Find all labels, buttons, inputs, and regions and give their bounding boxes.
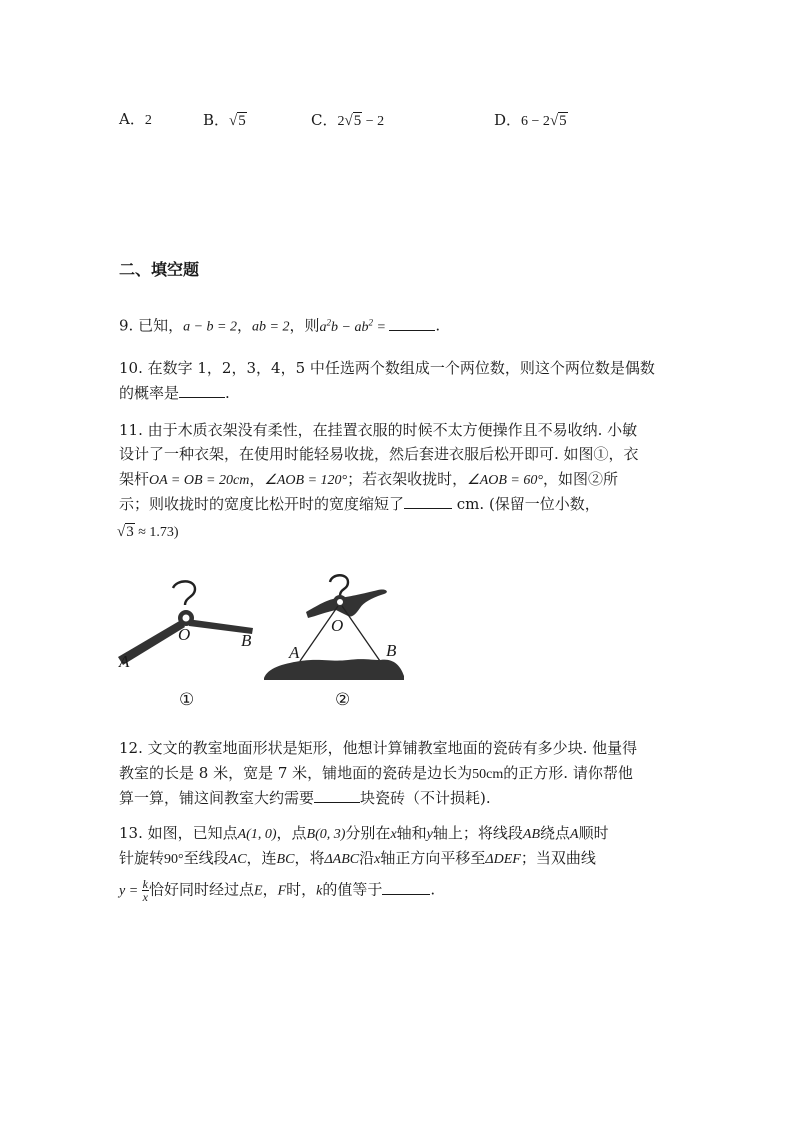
q9-math-1: a − b = 2 <box>183 319 238 335</box>
question-11-line-4: 示；则收拢时的宽度比松开时的宽度缩短了 cm. (保留一位小数， <box>119 495 600 513</box>
question-12-line-2: 教室的长是 8 米，宽是 7 米，铺地面的瓷砖是边长为50cm的正方形. 请你帮他 <box>119 764 633 782</box>
question-11-line-1: 11. 由于木质衣架没有柔性，在挂置衣服的时候不太方便操作且不易收纳. 小敏 <box>119 421 638 439</box>
option-c <box>311 110 384 132</box>
section-title: 二、填空题 <box>119 260 200 279</box>
question-11-line-2: 设计了一种衣架，在使用时能轻易收拢，然后套进衣服后松开即可. 如图①，衣 <box>119 445 639 463</box>
q12-tile-size: 50cm <box>472 767 504 782</box>
q9-number: 9. <box>119 316 134 335</box>
fig2-caption: ② <box>335 690 351 710</box>
option-b-sqrt: √5 <box>229 113 246 129</box>
q9-answer-blank <box>389 316 435 331</box>
q13-point-b: B(0, 3) <box>306 827 346 842</box>
q13-hyperbola-y: y = <box>119 883 142 899</box>
option-b-radicand: 5 <box>238 113 246 129</box>
option-d-lead: 6 − 2 <box>521 114 550 129</box>
q12-answer-blank <box>314 788 360 803</box>
fig1-label-b: B <box>241 631 252 650</box>
hanger-hook <box>173 581 195 605</box>
q13-answer-blank <box>382 880 430 895</box>
option-d-prefix: D． <box>494 111 522 129</box>
q11-math-length: OA = OB = 20cm <box>149 473 250 488</box>
fig1-label-a: A <box>119 652 130 671</box>
fig1-label-o: O <box>178 625 191 644</box>
option-d <box>494 110 568 132</box>
q11-answer-blank <box>404 494 452 509</box>
hanger-hook <box>330 575 348 596</box>
q11-approx: ≈ 1.73) <box>134 525 179 540</box>
q11-math-angle-1: ∠AOB = 120° <box>264 473 348 488</box>
q13-fraction: $\frac{k}{x}$ <box>142 877 148 904</box>
option-d-radicand: 5 <box>559 113 567 129</box>
q11-math-angle-2: ∠AOB = 60° <box>467 473 543 488</box>
option-c-sqrt: √5 <box>344 113 362 129</box>
option-c-radicand: 5 <box>353 113 362 129</box>
q10-text: 的概率是 <box>119 384 180 402</box>
fig2-label-o: O <box>331 616 344 635</box>
question-9 <box>119 312 440 338</box>
q9-text: ，则 <box>289 316 320 335</box>
q9-expression: $a^2b - ab^2$ = <box>319 317 390 335</box>
option-b <box>203 110 247 132</box>
option-d-sqrt: √5 <box>549 113 567 129</box>
option-a-prefix: A． <box>119 110 145 128</box>
q9-text: ， <box>237 316 253 335</box>
hanger-pivot-hole <box>337 599 343 605</box>
q11-sqrt: √3 <box>117 524 134 540</box>
question-13-line-3: y = $\frac{k}{x}$ 恰好同时经过点E，F时，k的值等于 . <box>119 877 436 904</box>
option-c-coef: 2 <box>337 114 345 129</box>
q13-point-a: A(1, 0) <box>237 827 277 842</box>
question-12-line-3: 算一算，铺这间教室大约需要 块瓷砖（不计损耗). <box>119 789 491 807</box>
question-11-line-3: 架杆OA = OB = 20cm，∠AOB = 120°；若衣架收拢时，∠AOB = 60°，如图②所 <box>119 470 618 488</box>
hanger-arm-ob <box>342 606 380 661</box>
fig1-caption: ① <box>179 690 195 710</box>
option-a-value: 2 <box>144 113 152 128</box>
question-10-line-1: 10. 在数字 1，2，3，4，5 中任选两个数组成一个两位数，则这个两位数是偶数 <box>119 359 655 377</box>
option-c-tail: − 2 <box>362 114 385 129</box>
question-13-line-1: 13. 如图，已知点A(1, 0)，点B(0, 3)分别在x轴和y轴上；将线段AB绕点A顺时 <box>119 824 609 842</box>
cloth-bottom <box>264 659 404 680</box>
fig2-label-b: B <box>386 641 397 660</box>
option-b-prefix: B． <box>203 111 230 129</box>
option-a <box>119 109 152 131</box>
hanger-pivot-hole <box>183 615 190 622</box>
q9-math-2: ab = 2 <box>252 319 290 335</box>
q10-answer-blank <box>179 383 225 398</box>
q9-end: . <box>435 316 441 335</box>
q9-text: 已知， <box>138 316 184 335</box>
question-13-line-2: 针旋转90°至线段AC，连BC，将ΔABC沿x轴正方向平移至ΔDEF；当双曲线 <box>119 849 596 867</box>
question-10-line-2 <box>119 383 230 404</box>
fig2-label-a: A <box>289 643 300 662</box>
question-12-line-1: 12. 文文的教室地面形状是矩形，他想计算铺教室地面的瓷砖有多少块. 他量得 <box>119 739 638 757</box>
option-c-prefix: C． <box>311 111 338 129</box>
question-11-line-5 <box>117 521 179 543</box>
q10-end: . <box>225 384 230 402</box>
